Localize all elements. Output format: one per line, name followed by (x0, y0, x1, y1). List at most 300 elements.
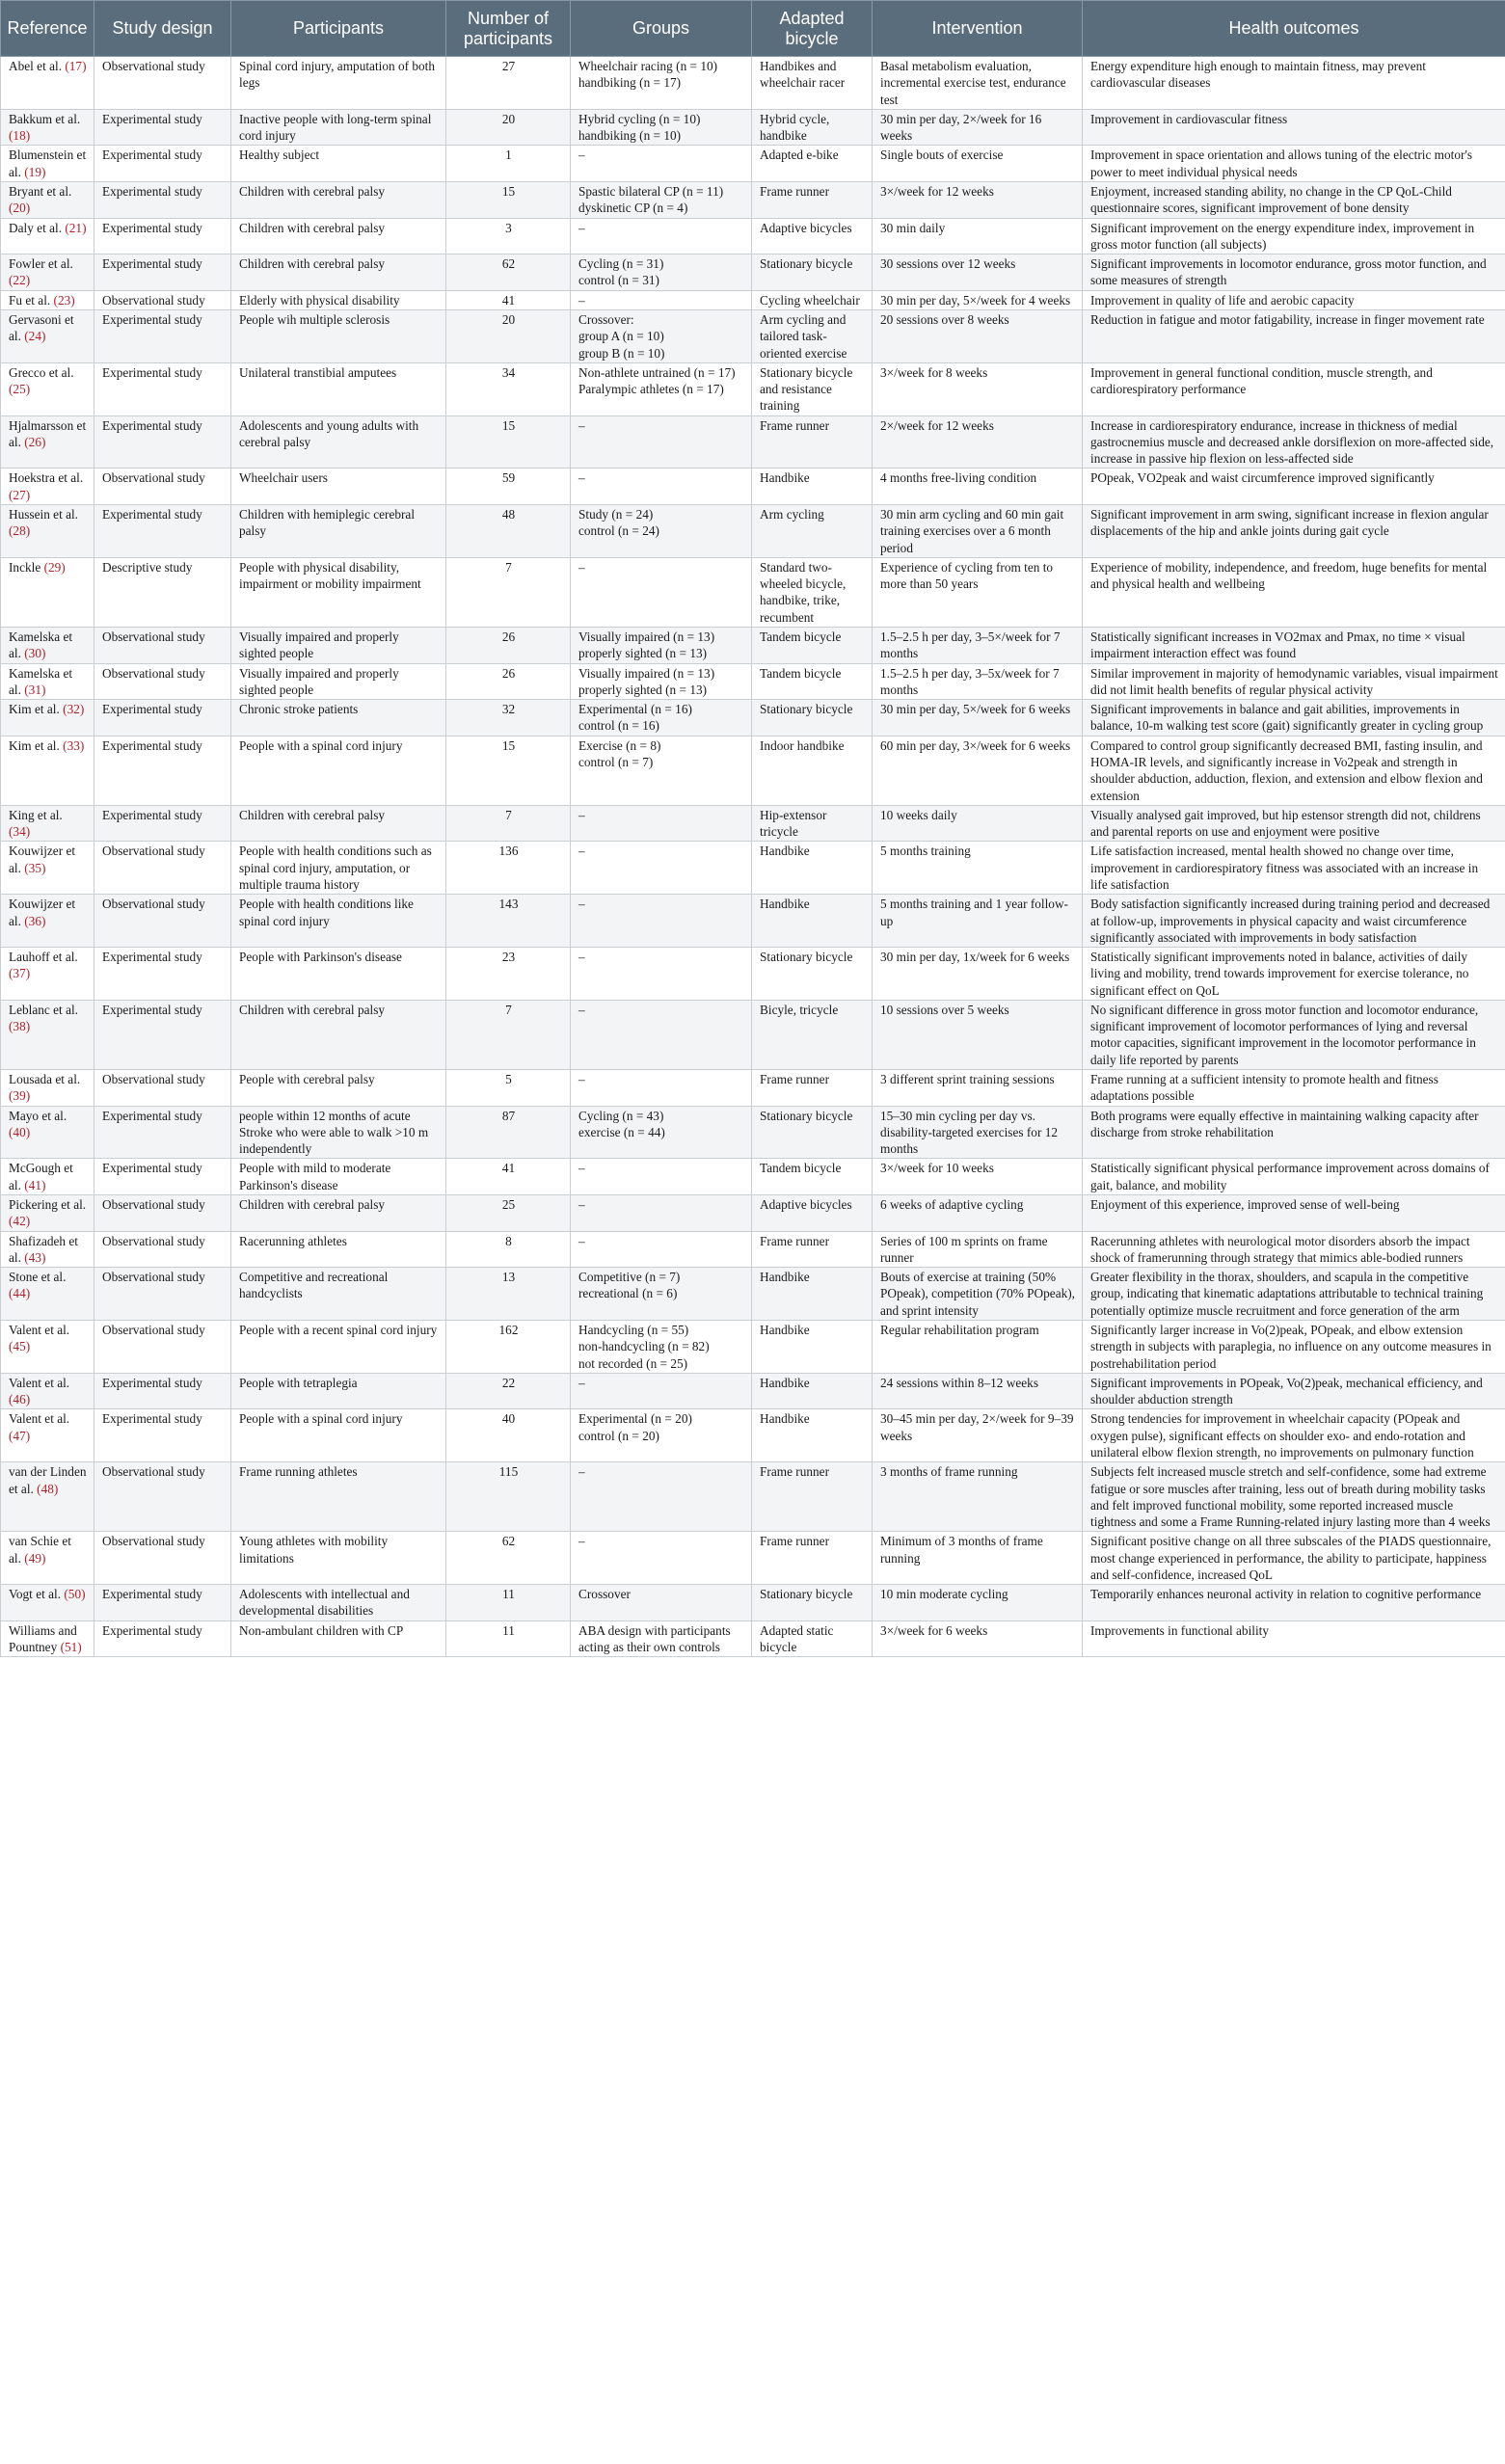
study-design-cell: Observational study (94, 1532, 231, 1585)
number-of-participants-cell: 48 (446, 505, 571, 558)
reference-number-link[interactable]: (30) (24, 646, 46, 661)
groups-cell (571, 1532, 752, 1585)
group-line: Spastic bilateral CP (n = 11) (578, 183, 724, 199)
number-of-participants-cell: 7 (446, 1000, 571, 1069)
health-outcomes-cell: Significant positive change on all three subscales of the PIADS questionnaire, most change experienced in performance, the ability to participate, happiness and self-confidence, increased QoL (1083, 1532, 1505, 1585)
number-of-participants-cell: 59 (446, 469, 571, 505)
group-line: ABA design with participants acting as their own controls (578, 1622, 731, 1655)
number-of-participants-cell: 7 (446, 805, 571, 842)
intervention-cell: Basal metabolism evaluation, incremental exercise test, endurance test (873, 57, 1083, 110)
adapted-bicycle-cell: Adaptive bicycles (752, 218, 873, 254)
intervention-cell: 5 months training (873, 842, 1083, 895)
reference-cell (1, 1231, 94, 1268)
intervention-cell: 30 min per day, 5×/week for 6 weeks (873, 700, 1083, 737)
reference-author: Fowler et al. (9, 256, 73, 272)
table-row (1, 415, 1505, 469)
adapted-bicycle-cell: Standard two-wheeled bicycle, handbike, trike, recumbent (752, 557, 873, 627)
study-design-cell: Experimental study (94, 146, 231, 182)
table-row (1, 1373, 1505, 1409)
reference-number-link[interactable]: (37) (9, 966, 31, 981)
group-line: – (578, 417, 585, 433)
table-row (1, 109, 1505, 146)
adapted-bicycle-cell: Handbike (752, 469, 873, 505)
health-outcomes-cell: No significant difference in gross motor function and locomotor endurance, significant improvement of locomotor performances of lying and reversal motor capacities, significant improvement in the locomotor performance in daily life reported by parents (1083, 1000, 1505, 1069)
group-line: Experimental (n = 20) (578, 1411, 692, 1427)
groups-cell (571, 700, 752, 737)
group-line: – (578, 897, 585, 912)
study-design-cell: Experimental study (94, 181, 231, 218)
groups-cell (571, 254, 752, 291)
reference-number-link[interactable]: (35) (24, 860, 46, 875)
number-of-participants-cell: 1 (446, 146, 571, 182)
study-design-cell: Experimental study (94, 948, 231, 1001)
table-row (1, 1070, 1505, 1107)
reference-cell (1, 700, 94, 737)
groups-cell (571, 1000, 752, 1069)
groups-cell (571, 1320, 752, 1373)
reference-cell (1, 181, 94, 218)
health-outcomes-cell: Improvement in space orientation and allows tuning of the electric motor's power to meet individual physical needs (1083, 146, 1505, 182)
health-outcomes-cell: POpeak, VO2peak and waist circumference improved significantly (1083, 469, 1505, 505)
reference-cell (1, 1268, 94, 1321)
study-design-cell: Experimental study (94, 1620, 231, 1657)
study-design-cell: Descriptive study (94, 557, 231, 627)
table-row (1, 505, 1505, 558)
table-row (1, 1585, 1505, 1621)
group-line: Non-athlete untrained (n = 17) (578, 364, 736, 380)
intervention-cell: 30 sessions over 12 weeks (873, 254, 1083, 291)
adapted-bicycle-cell: Tandem bicycle (752, 663, 873, 700)
reference-number-link[interactable]: (39) (9, 1088, 31, 1104)
group-line: Study (n = 24) (578, 507, 654, 522)
table-row (1, 218, 1505, 254)
group-line: – (578, 1375, 585, 1390)
header-groups: Groups (571, 1, 752, 57)
participants-cell: Inactive people with long-term spinal cord injury (231, 109, 446, 146)
study-design-cell: Experimental study (94, 1106, 231, 1159)
intervention-cell: Single bouts of exercise (873, 146, 1083, 182)
adapted-bicycle-cell: Stationary bicycle (752, 1585, 873, 1621)
groups-cell (571, 469, 752, 505)
reference-number-link[interactable]: (40) (9, 1124, 31, 1139)
health-outcomes-cell: Similar improvement in majority of hemodynamic variables, visual impairment did not limit health benefits of regular physical activity (1083, 663, 1505, 700)
participants-cell: Young athletes with mobility limitations (231, 1532, 446, 1585)
reference-cell (1, 628, 94, 664)
table-row (1, 1268, 1505, 1321)
reference-cell (1, 842, 94, 895)
reference-number-link[interactable]: (24) (24, 329, 46, 344)
participants-cell: Adolescents with intellectual and developmental disabilities (231, 1585, 446, 1621)
reference-number-link[interactable]: (42) (9, 1214, 31, 1229)
table-row (1, 469, 1505, 505)
groups-cell (571, 1070, 752, 1107)
table-row (1, 628, 1505, 664)
reference-number-link[interactable]: (27) (9, 487, 31, 502)
groups-cell (571, 1231, 752, 1268)
group-line: group A (n = 10) (578, 329, 664, 344)
group-line: – (578, 292, 585, 308)
intervention-cell: 3 months of frame running (873, 1462, 1083, 1532)
adapted-bicycle-cell: Bicyle, tricycle (752, 1000, 873, 1069)
health-outcomes-cell: Significant improvement on the energy expenditure index, improvement in gross motor function (all subjects) (1083, 218, 1505, 254)
reference-author: Williams and Pountney (9, 1622, 77, 1655)
reference-author: Hjalmarsson et al. (9, 417, 87, 449)
table-row (1, 1462, 1505, 1532)
participants-cell: People with physical disability, impairment or mobility impairment (231, 557, 446, 627)
group-line: Experimental (n = 16) (578, 702, 692, 717)
reference-cell (1, 948, 94, 1001)
study-design-cell: Observational study (94, 663, 231, 700)
health-outcomes-cell: Statistically significant physical performance improvement across domains of gait, balance, and mobility (1083, 1159, 1505, 1195)
group-line: non-handcycling (n = 82) (578, 1339, 710, 1354)
intervention-cell: 20 sessions over 8 weeks (873, 309, 1083, 362)
header-row (1, 1, 1505, 57)
intervention-cell: 60 min per day, 3×/week for 6 weeks (873, 736, 1083, 805)
reference-number-link[interactable]: (20) (9, 201, 31, 216)
groups-cell (571, 1409, 752, 1462)
intervention-cell: 1.5–2.5 h per day, 3–5x/week for 7 months (873, 663, 1083, 700)
health-outcomes-cell: Strong tendencies for improvement in wheelchair capacity (POpeak and oxygen pulse), significant effects on shoulder exo- and endo-rotation and unilateral elbow flexion strength, no improvements on pulmonary function (1083, 1409, 1505, 1462)
group-line: – (578, 807, 585, 822)
health-outcomes-cell: Statistically significant increases in VO2max and Pmax, no time × visual impairment interaction effect was found (1083, 628, 1505, 664)
study-design-cell: Observational study (94, 842, 231, 895)
reference-cell (1, 1000, 94, 1069)
number-of-participants-cell: 15 (446, 181, 571, 218)
participants-cell: Visually impaired and properly sighted people (231, 628, 446, 664)
reference-author: Kim et al. (9, 702, 60, 717)
reference-cell (1, 1409, 94, 1462)
header-health-outcomes: Health outcomes (1083, 1, 1505, 57)
adapted-bicycle-cell: Frame runner (752, 415, 873, 469)
reference-author: Valent et al. (9, 1322, 70, 1337)
group-line: dyskinetic CP (n = 4) (578, 201, 688, 216)
study-design-cell: Observational study (94, 290, 231, 309)
health-outcomes-cell: Increase in cardiorespiratory endurance, increase in thickness of medial gastrocnemius muscle and decreased ankle dorsiflexion on more-affected side, increase in passive hip flexion on less-affected side (1083, 415, 1505, 469)
participants-cell: Children with cerebral palsy (231, 1195, 446, 1232)
intervention-cell: 3×/week for 12 weeks (873, 181, 1083, 218)
header-number-of-participants: Number of participants (446, 1, 571, 57)
participants-cell: People with a recent spinal cord injury (231, 1320, 446, 1373)
adapted-bicycle-cell: Arm cycling (752, 505, 873, 558)
reference-number-link[interactable]: (19) (24, 164, 46, 179)
groups-cell (571, 290, 752, 309)
reference-number-link[interactable]: (22) (9, 273, 31, 288)
reference-number-link[interactable]: (50) (64, 1587, 86, 1602)
reference-number-link[interactable]: (46) (9, 1392, 31, 1407)
reference-author: Inckle (9, 559, 41, 575)
study-design-cell: Experimental study (94, 415, 231, 469)
reference-cell (1, 1070, 94, 1107)
participants-cell: Wheelchair users (231, 469, 446, 505)
header-study-design: Study design (94, 1, 231, 57)
reference-number-link[interactable]: (34) (9, 824, 31, 840)
header-reference: Reference (1, 1, 94, 57)
table-row (1, 736, 1505, 805)
adapted-bicycle-cell: Frame runner (752, 1231, 873, 1268)
adapted-bicycle-cell: Handbike (752, 842, 873, 895)
participants-cell: Non-ambulant children with CP (231, 1620, 446, 1657)
adapted-bicycle-cell: Frame runner (752, 1070, 873, 1107)
intervention-cell: 30 min per day, 1x/week for 6 weeks (873, 948, 1083, 1001)
table-row (1, 805, 1505, 842)
group-line: – (578, 220, 585, 235)
group-line: control (n = 16) (578, 718, 659, 734)
health-outcomes-cell: Visually analysed gait improved, but hip estensor strength did not, childrens and parental reports on use and enjoyment were positive (1083, 805, 1505, 842)
group-line: – (578, 1072, 585, 1087)
health-outcomes-cell: Improvement in cardiovascular fitness (1083, 109, 1505, 146)
group-line: not recorded (n = 25) (578, 1355, 688, 1371)
table-row (1, 948, 1505, 1001)
reference-author: Kamelska et al. (9, 629, 73, 661)
number-of-participants-cell: 62 (446, 254, 571, 291)
health-outcomes-cell: Greater flexibility in the thorax, shoulders, and scapula in the competitive group, indicating that kinematic adaptations attributable to technical training potentially optimize muscle recruitment and force generation of the arm (1083, 1268, 1505, 1321)
number-of-participants-cell: 25 (446, 1195, 571, 1232)
study-design-cell: Observational study (94, 1320, 231, 1373)
adapted-bicycle-cell: Handbike (752, 1320, 873, 1373)
group-line: control (n = 7) (578, 754, 654, 769)
groups-cell (571, 505, 752, 558)
reference-number-link[interactable]: (48) (37, 1481, 59, 1496)
groups-cell (571, 663, 752, 700)
intervention-cell: 10 min moderate cycling (873, 1585, 1083, 1621)
reference-author: Vogt et al. (9, 1587, 62, 1602)
reference-number-link[interactable]: (26) (24, 434, 46, 449)
reference-number-link[interactable]: (49) (24, 1550, 46, 1566)
participants-cell: Chronic stroke patients (231, 700, 446, 737)
reference-number-link[interactable]: (21) (65, 220, 87, 235)
group-line: exercise (n = 44) (578, 1124, 665, 1139)
group-line: control (n = 31) (578, 273, 659, 288)
group-line: – (578, 1233, 585, 1248)
intervention-cell: 3×/week for 8 weeks (873, 362, 1083, 415)
adapted-bicycle-cell: Frame runner (752, 181, 873, 218)
table-row (1, 309, 1505, 362)
health-outcomes-cell: Experience of mobility, independence, and freedom, huge benefits for mental and physical health and wellbeing (1083, 557, 1505, 627)
adapted-bicycle-cell: Stationary bicycle (752, 948, 873, 1001)
reference-number-link[interactable]: (25) (9, 382, 31, 397)
group-line: Crossover: (578, 311, 634, 327)
adapted-bicycle-cell: Frame runner (752, 1462, 873, 1532)
intervention-cell: Bouts of exercise at training (50% POpeak), competition (70% POpeak), and sprint intensity (873, 1268, 1083, 1321)
groups-cell (571, 181, 752, 218)
intervention-cell: Regular rehabilitation program (873, 1320, 1083, 1373)
reference-number-link[interactable]: (43) (24, 1249, 46, 1265)
adapted-bicycle-cell: Adapted e-bike (752, 146, 873, 182)
reference-number-link[interactable]: (33) (63, 737, 85, 753)
table-row (1, 1159, 1505, 1195)
reference-number-link[interactable]: (18) (9, 128, 31, 144)
adapted-bicycle-cell: Stationary bicycle (752, 254, 873, 291)
group-line: Handcycling (n = 55) (578, 1322, 689, 1337)
reference-author: Blumenstein et al. (9, 147, 87, 179)
reference-number-link[interactable]: (36) (24, 913, 46, 928)
study-design-cell: Observational study (94, 1070, 231, 1107)
reference-number-link[interactable]: (51) (60, 1640, 82, 1655)
table-row (1, 1000, 1505, 1069)
reference-author: Kouwijzer et al. (9, 897, 76, 928)
groups-cell (571, 57, 752, 110)
table-row (1, 290, 1505, 309)
number-of-participants-cell: 7 (446, 557, 571, 627)
number-of-participants-cell: 26 (446, 663, 571, 700)
participants-cell: Racerunning athletes (231, 1231, 446, 1268)
intervention-cell: 2×/week for 12 weeks (873, 415, 1083, 469)
health-outcomes-cell: Significantly larger increase in Vo(2)peak, POpeak, and elbow extension strength in subjects with paraplegia, no influence on any outcome measures in postrehabilitation period (1083, 1320, 1505, 1373)
participants-cell: Children with cerebral palsy (231, 181, 446, 218)
number-of-participants-cell: 15 (446, 415, 571, 469)
reference-number-link[interactable]: (47) (9, 1428, 31, 1443)
reference-cell (1, 469, 94, 505)
intervention-cell: 3×/week for 10 weeks (873, 1159, 1083, 1195)
reference-cell (1, 146, 94, 182)
intervention-cell: 30 min daily (873, 218, 1083, 254)
table-row (1, 700, 1505, 737)
reference-cell (1, 1620, 94, 1657)
reference-number-link[interactable]: (29) (43, 559, 66, 575)
group-line: Visually impaired (n = 13) (578, 629, 715, 644)
health-outcomes-cell: Temporarily enhances neuronal activity in relation to cognitive performance (1083, 1585, 1505, 1621)
reference-cell (1, 57, 94, 110)
groups-cell (571, 842, 752, 895)
reference-number-link[interactable]: (41) (24, 1177, 46, 1192)
group-line: Cycling (n = 43) (578, 1108, 664, 1123)
table-row (1, 146, 1505, 182)
study-design-cell: Observational study (94, 895, 231, 948)
group-line: – (578, 1534, 585, 1549)
number-of-participants-cell: 32 (446, 700, 571, 737)
reference-author: Pickering et al. (9, 1197, 87, 1212)
reference-number-link[interactable]: (28) (9, 523, 31, 539)
reference-author: Gervasoni et al. (9, 311, 74, 344)
study-design-cell: Experimental study (94, 109, 231, 146)
reference-author: King et al. (9, 807, 63, 822)
participants-cell: Spinal cord injury, amputation of both legs (231, 57, 446, 110)
intervention-cell: Series of 100 m sprints on frame runner (873, 1231, 1083, 1268)
adapted-bicycle-cell: Hip-extensor tricycle (752, 805, 873, 842)
reference-author: Bakkum et al. (9, 111, 81, 126)
reference-number-link[interactable]: (23) (53, 292, 75, 308)
intervention-cell: 15–30 min cycling per day vs. disability-targeted exercises for 12 months (873, 1106, 1083, 1159)
group-line: – (578, 559, 585, 575)
study-design-cell: Experimental study (94, 1409, 231, 1462)
number-of-participants-cell: 41 (446, 1159, 571, 1195)
study-design-cell: Experimental study (94, 700, 231, 737)
group-line: Competitive (n = 7) (578, 1270, 681, 1285)
study-design-cell: Observational study (94, 1231, 231, 1268)
reference-number-link[interactable]: (45) (9, 1339, 31, 1354)
reference-author: Daly et al. (9, 220, 63, 235)
study-design-cell: Experimental study (94, 805, 231, 842)
number-of-participants-cell: 34 (446, 362, 571, 415)
group-line: – (578, 844, 585, 859)
adapted-bicycle-cell: Handbike (752, 895, 873, 948)
study-design-cell: Experimental study (94, 1373, 231, 1409)
participants-cell: People with mild to moderate Parkinson's disease (231, 1159, 446, 1195)
participants-cell: Healthy subject (231, 146, 446, 182)
number-of-participants-cell: 62 (446, 1532, 571, 1585)
reference-author: Valent et al. (9, 1411, 70, 1427)
intervention-cell: 30 min per day, 5×/week for 4 weeks (873, 290, 1083, 309)
reference-number-link[interactable]: (32) (63, 702, 85, 717)
table-row (1, 842, 1505, 895)
reference-number-link[interactable]: (44) (9, 1286, 31, 1301)
reference-cell (1, 1585, 94, 1621)
group-line: Wheelchair racing (n = 10) (578, 59, 718, 73)
health-outcomes-cell: Compared to control group significantly decreased BMI, fasting insulin, and HOMA-IR levels, and significantly increase in Vo2peak and strength in shoulder abduction, adduction, flexion, and extension and elbow flexion and extension (1083, 736, 1505, 805)
study-design-cell: Experimental study (94, 1159, 231, 1195)
group-line: properly sighted (n = 13) (578, 682, 708, 697)
reference-number-link[interactable]: (31) (24, 682, 46, 697)
participants-cell: People with health conditions such as spinal cord injury, amputation, or multiple trauma history (231, 842, 446, 895)
group-line: group B (n = 10) (578, 345, 665, 361)
reference-cell (1, 1195, 94, 1232)
health-outcomes-cell: Body satisfaction significantly increased during training period and decreased at follow-up, improvements in physical capacity and waist circumference significantly associated with improvements in body satisfaction (1083, 895, 1505, 948)
reference-cell (1, 663, 94, 700)
groups-cell (571, 628, 752, 664)
health-outcomes-cell: Energy expenditure high enough to maintain fitness, may prevent cardiovascular diseases (1083, 57, 1505, 110)
health-outcomes-cell: Enjoyment of this experience, improved sense of well-being (1083, 1195, 1505, 1232)
intervention-cell: 24 sessions within 8–12 weeks (873, 1373, 1083, 1409)
reference-cell (1, 1373, 94, 1409)
number-of-participants-cell: 22 (446, 1373, 571, 1409)
study-design-cell: Experimental study (94, 1585, 231, 1621)
reference-cell (1, 1159, 94, 1195)
number-of-participants-cell: 115 (446, 1462, 571, 1532)
reference-cell (1, 109, 94, 146)
reference-author: van der Linden et al. (9, 1464, 87, 1496)
intervention-cell: 10 sessions over 5 weeks (873, 1000, 1083, 1069)
study-design-cell: Experimental study (94, 736, 231, 805)
reference-number-link[interactable]: (38) (9, 1019, 31, 1034)
group-line: – (578, 1002, 585, 1017)
intervention-cell: 5 months training and 1 year follow-up (873, 895, 1083, 948)
reference-author: Lousada et al. (9, 1072, 81, 1087)
reference-cell (1, 1532, 94, 1585)
adapted-bicycle-cell: Handbike (752, 1268, 873, 1321)
reference-number-link[interactable]: (17) (65, 59, 87, 73)
adapted-bicycle-cell: Adaptive bicycles (752, 1195, 873, 1232)
group-line: – (578, 470, 585, 486)
intervention-cell: 1.5–2.5 h per day, 3–5×/week for 7 months (873, 628, 1083, 664)
health-outcomes-cell: Significant improvements in balance and gait abilities, improvements in balance, 10-m walking test score (gait) significantly greater in cycling group (1083, 700, 1505, 737)
participants-cell: Adolescents and young adults with cerebral palsy (231, 415, 446, 469)
reference-author: Abel et al. (9, 59, 63, 73)
number-of-participants-cell: 5 (446, 1070, 571, 1107)
reference-author: Valent et al. (9, 1375, 70, 1390)
health-outcomes-cell: Significant improvements in locomotor endurance, gross motor function, and some measures of strength (1083, 254, 1505, 291)
intervention-cell: 10 weeks daily (873, 805, 1083, 842)
health-outcomes-cell: Subjects felt increased muscle stretch and self-confidence, some had extreme fatigue or sore muscles after training, less out of breath during mobility tasks and felt improved functional mobility, some reported increased muscle tightness and some a Frame Running-related injury lasting more than 4 weeks (1083, 1462, 1505, 1532)
adapted-bicycle-cell: Hybrid cycle, handbike (752, 109, 873, 146)
health-outcomes-cell: Enjoyment, increased standing ability, no change in the CP QoL-Child questionnaire scores, significant improvement of bone density (1083, 181, 1505, 218)
header-participants: Participants (231, 1, 446, 57)
number-of-participants-cell: 11 (446, 1620, 571, 1657)
group-line: – (578, 1464, 585, 1480)
participants-cell: people within 12 months of acute Stroke who were able to walk >10 m independently (231, 1106, 446, 1159)
study-design-cell: Observational study (94, 469, 231, 505)
table-row (1, 254, 1505, 291)
group-line: control (n = 20) (578, 1428, 659, 1443)
health-outcomes-cell: Racerunning athletes with neurological motor disorders absorb the impact shock of framerunning through strategy that mimics able-bodied runners (1083, 1231, 1505, 1268)
number-of-participants-cell: 26 (446, 628, 571, 664)
groups-cell (571, 1268, 752, 1321)
reference-cell (1, 736, 94, 805)
groups-cell (571, 415, 752, 469)
table-row (1, 1620, 1505, 1657)
reference-cell (1, 309, 94, 362)
reference-cell (1, 290, 94, 309)
reference-cell (1, 415, 94, 469)
